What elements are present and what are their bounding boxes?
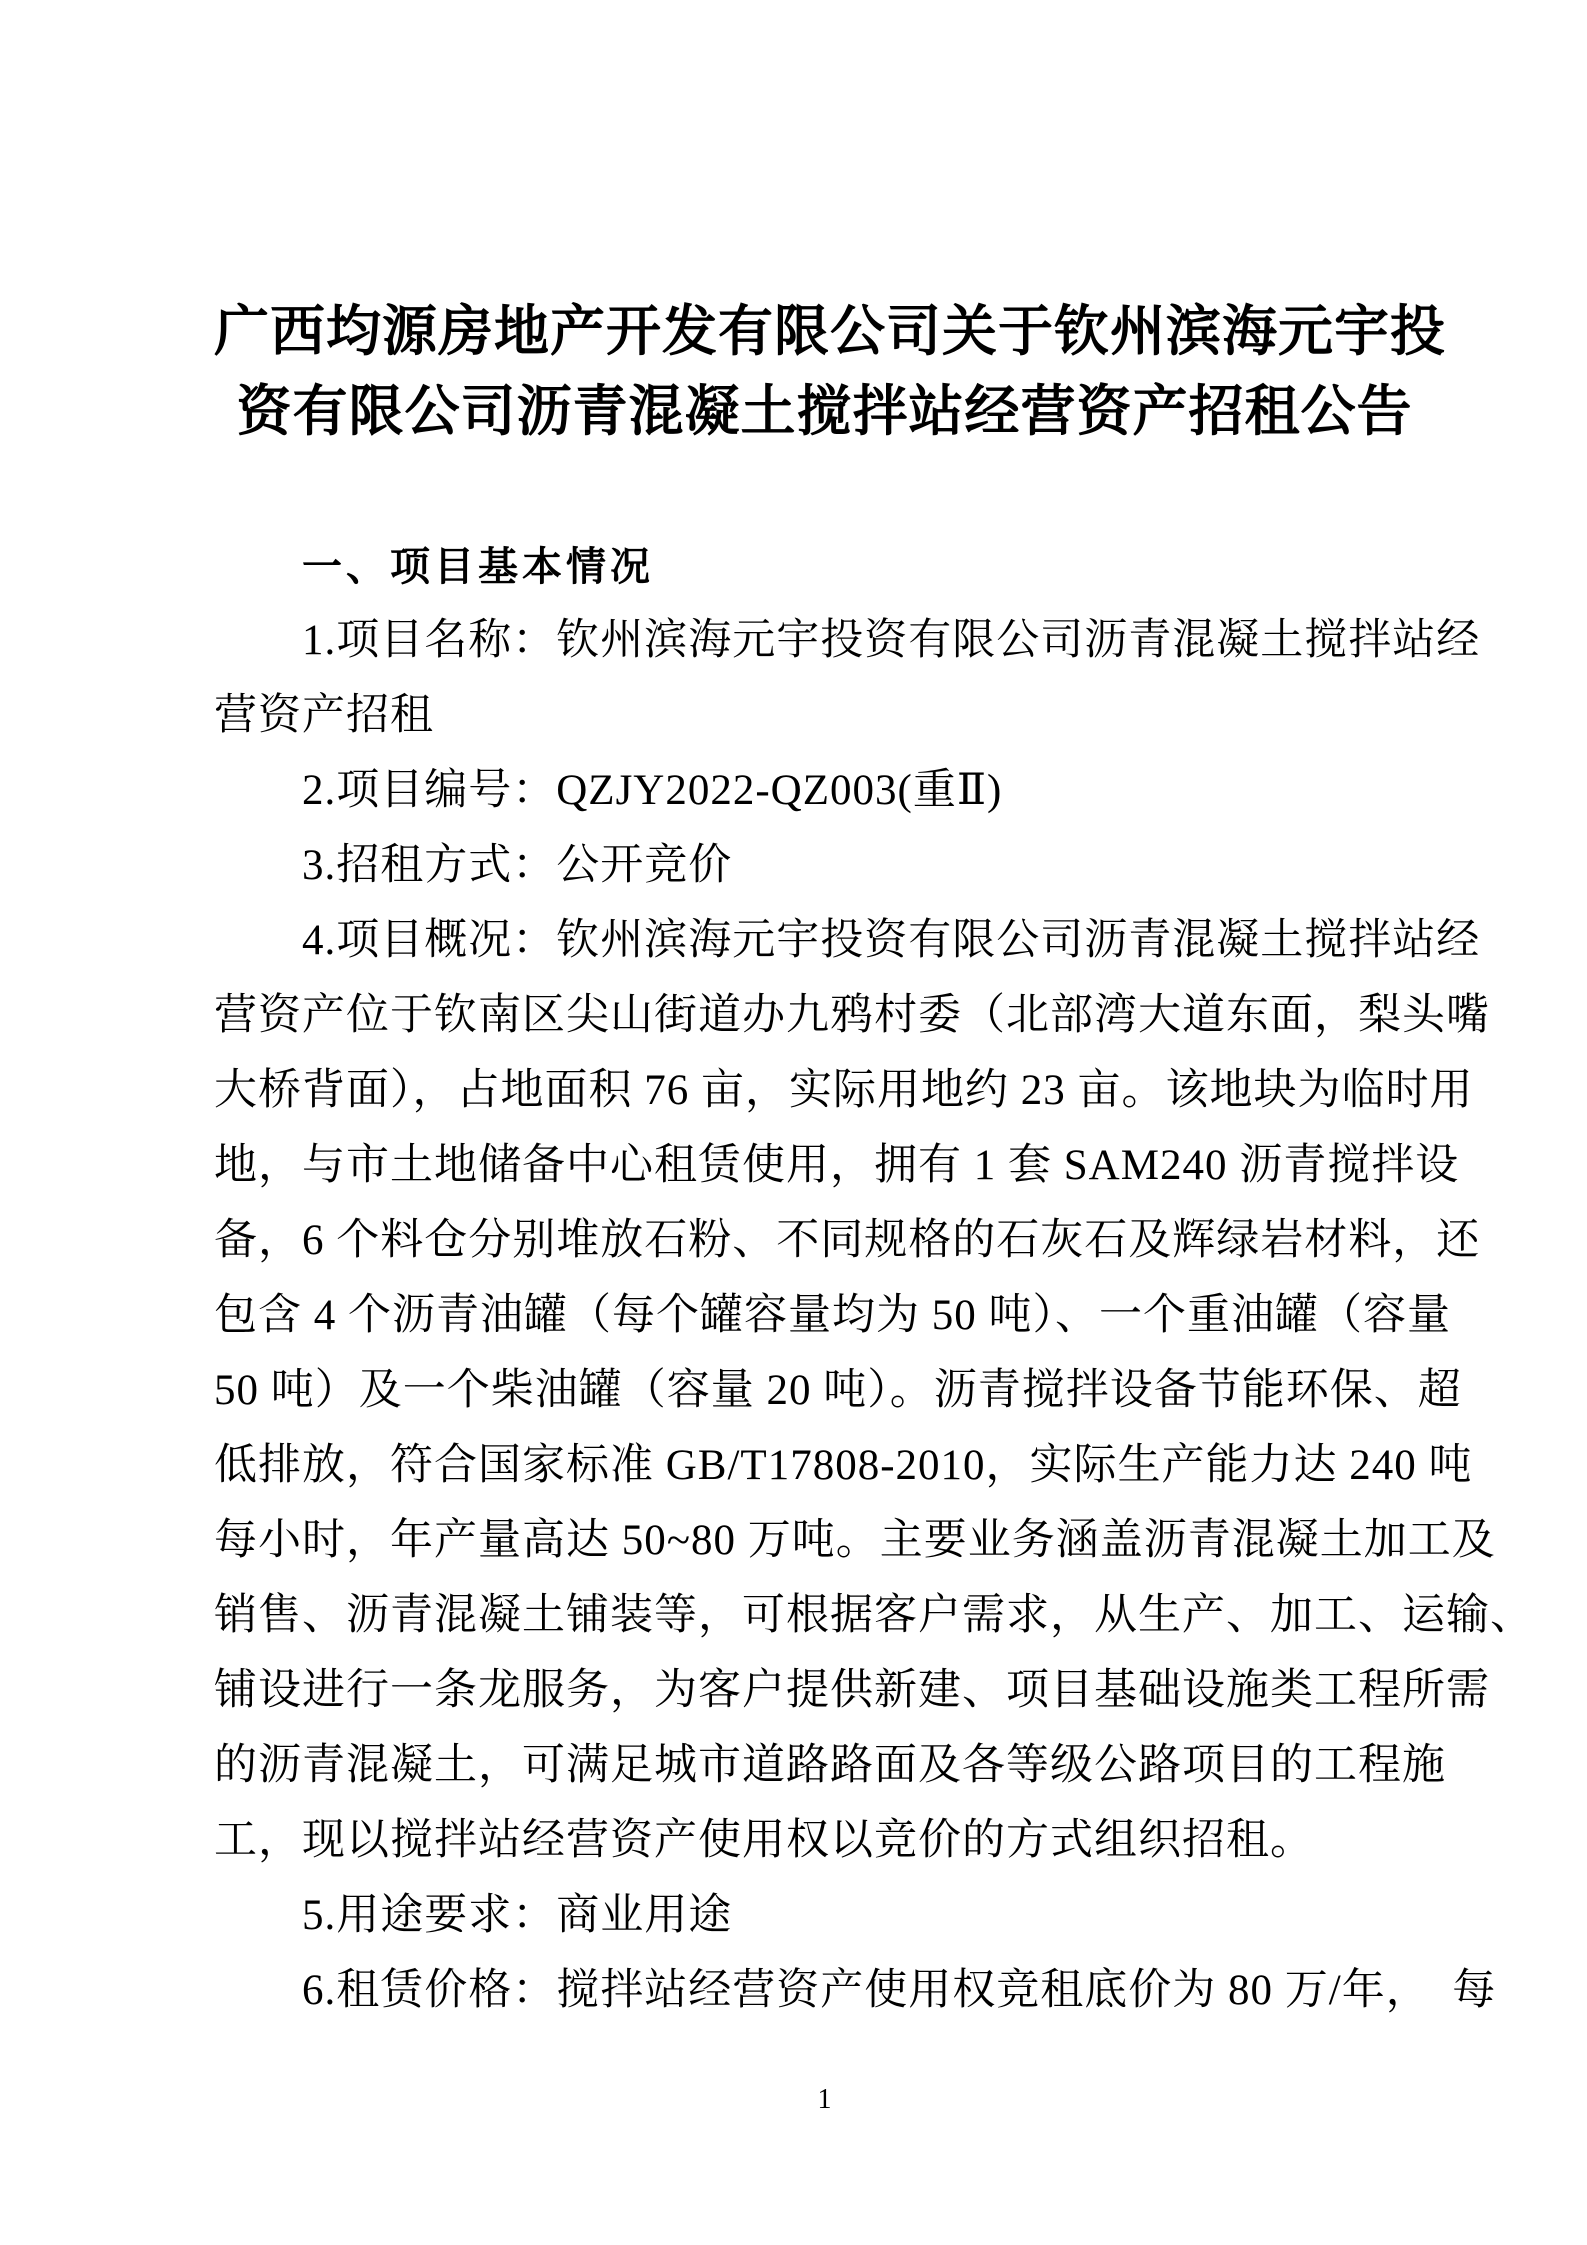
text-line: 营资产位于钦南区尖山街道办九鸦村委（北部湾大道东面，梨头嘴 <box>214 992 1490 1039</box>
text-line: 大桥背面），占地面积 76 亩，实际用地约 23 亩。该地块为临时用 <box>214 1067 1474 1114</box>
page-number: 1 <box>817 2084 832 2115</box>
text-line: 销售、沥青混凝土铺装等，可根据客户需求，从生产、加工、运输、 <box>214 1592 1534 1639</box>
text-line: 铺设进行一条龙服务，为客户提供新建、项目基础设施类工程所需 <box>214 1667 1490 1714</box>
text-line: 低排放，符合国家标准 GB/T17808-2010，实际生产能力达 240 吨 <box>214 1442 1473 1489</box>
title-line-2: 资有限公司沥青混凝土搅拌站经营资产招租公告 <box>236 381 1413 442</box>
title-line-1: 广西均源房地产开发有限公司关于钦州滨海元宇投 <box>214 301 1447 362</box>
text-line: 备，6 个料仓分别堆放石粉、不同规格的石灰石及辉绿岩材料，还 <box>214 1217 1481 1264</box>
text-line: 5.用途要求：商业用途 <box>214 1892 733 1939</box>
text-line: 4.项目概况：钦州滨海元宇投资有限公司沥青混凝土搅拌站经 <box>214 917 1481 964</box>
text-line: 50 吨）及一个柴油罐（容量 20 吨）。沥青搅拌设备节能环保、超 <box>214 1367 1462 1414</box>
body-text <box>214 603 1534 2028</box>
text-line: 的沥青混凝土，可满足城市道路路面及各等级公路项目的工程施 <box>214 1742 1446 1789</box>
text-line: 工，现以搅拌站经营资产使用权以竞价的方式组织招租。 <box>214 1817 1314 1864</box>
text-line: 营资产招租 <box>214 692 434 739</box>
text-line: 每小时，年产量高达 50~80 万吨。主要业务涵盖沥青混凝土加工及 <box>214 1517 1496 1564</box>
document-title <box>214 292 1447 452</box>
text-line: 6.租赁价格：搅拌站经营资产使用权竞租底价为 80 万/年， 每 <box>214 1967 1497 2014</box>
text-line: 2.项目编号：QZJY2022-QZ003(重Ⅱ) <box>214 767 1003 814</box>
text-line: 地，与市土地储备中心租赁使用，拥有 1 套 SAM240 沥青搅拌设 <box>214 1142 1460 1189</box>
text-line: 1.项目名称：钦州滨海元宇投资有限公司沥青混凝土搅拌站经 <box>214 617 1481 664</box>
section-heading: 一、项目基本情况 <box>302 545 654 589</box>
text-line: 包含 4 个沥青油罐（每个罐容量均为 50 吨）、一个重油罐（容量 <box>214 1292 1451 1339</box>
text-line: 3.招租方式：公开竞价 <box>214 842 733 889</box>
